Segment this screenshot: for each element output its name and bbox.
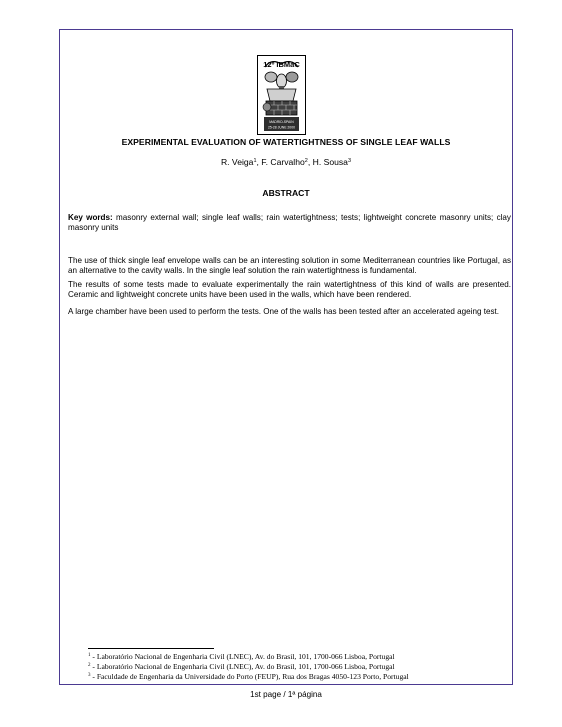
author-name: H. Sousa [312, 157, 348, 167]
author-name: R. Veiga [220, 157, 254, 167]
footnote-text: - Laboratório Nacional de Engenharia Civil (LNEC), Av. do Brasil, 101, 1700-066 Lisboa, Portugal [90, 652, 395, 661]
conference-logo [257, 55, 306, 135]
author-affiliation-mark: 3 [347, 158, 352, 164]
footnote-mark: 1 [88, 653, 91, 658]
abstract-heading: ABSTRACT [262, 188, 310, 198]
abstract-paragraph: The results of some tests made to evaluate experimentally the rain watertightness of this kind of walls are presented. Ceramic and lightweight concrete units have been used in the walls, which have been rendered. [68, 280, 511, 299]
footnote-mark: 2 [88, 663, 91, 668]
footnote-text: - Faculdade de Engenharia da Universidade do Porto (FEUP), Rua dos Bragas 4050-123 Porto, Portugal [90, 672, 409, 681]
footnote [88, 652, 395, 662]
author-separator: , [307, 157, 313, 167]
logo-top-text: 12º IBMaC [263, 60, 300, 69]
abstract-paragraph: The use of thick single leaf envelope walls can be an interesting solution in some Mediterranean countries like Portugal, as an alternative to the cavity walls. In the single leaf solution the rain watertightness is fundamental. [68, 256, 511, 275]
keywords [68, 213, 511, 233]
author-affiliation-mark: 1 [253, 158, 257, 164]
footnote-mark: 3 [88, 673, 91, 678]
footnote-text: - Laboratório Nacional de Engenharia Civil (LNEC), Av. do Brasil, 101, 1700-066 Lisboa, Portugal [90, 662, 395, 671]
keywords-text: masonry external wall; single leaf walls; rain watertightness; tests; lightweight concrete masonry units; clay masonry units [68, 213, 511, 232]
author-affiliation-mark: 2 [304, 158, 308, 164]
page-number: 1st page / 1ª página [250, 690, 322, 699]
author-separator: , [256, 157, 262, 167]
keywords-label: Key words: [68, 213, 113, 222]
author-name: F. Carvalho [261, 157, 305, 167]
footnote [88, 672, 409, 682]
footnote [88, 662, 395, 672]
abstract-paragraph: A large chamber have been used to perform the tests. One of the walls has been tested after an accelerated ageing test. [68, 307, 500, 316]
logo-city-text: MADRID-SPAIN [269, 120, 294, 124]
logo-date-text: 25-28 JUNE 2000 [268, 125, 295, 130]
paper-title: EXPERIMENTAL EVALUATION OF WATERTIGHTNESS OF SINGLE LEAF WALLS [121, 137, 451, 147]
footnote-separator [88, 648, 214, 649]
author-list [59, 157, 513, 167]
